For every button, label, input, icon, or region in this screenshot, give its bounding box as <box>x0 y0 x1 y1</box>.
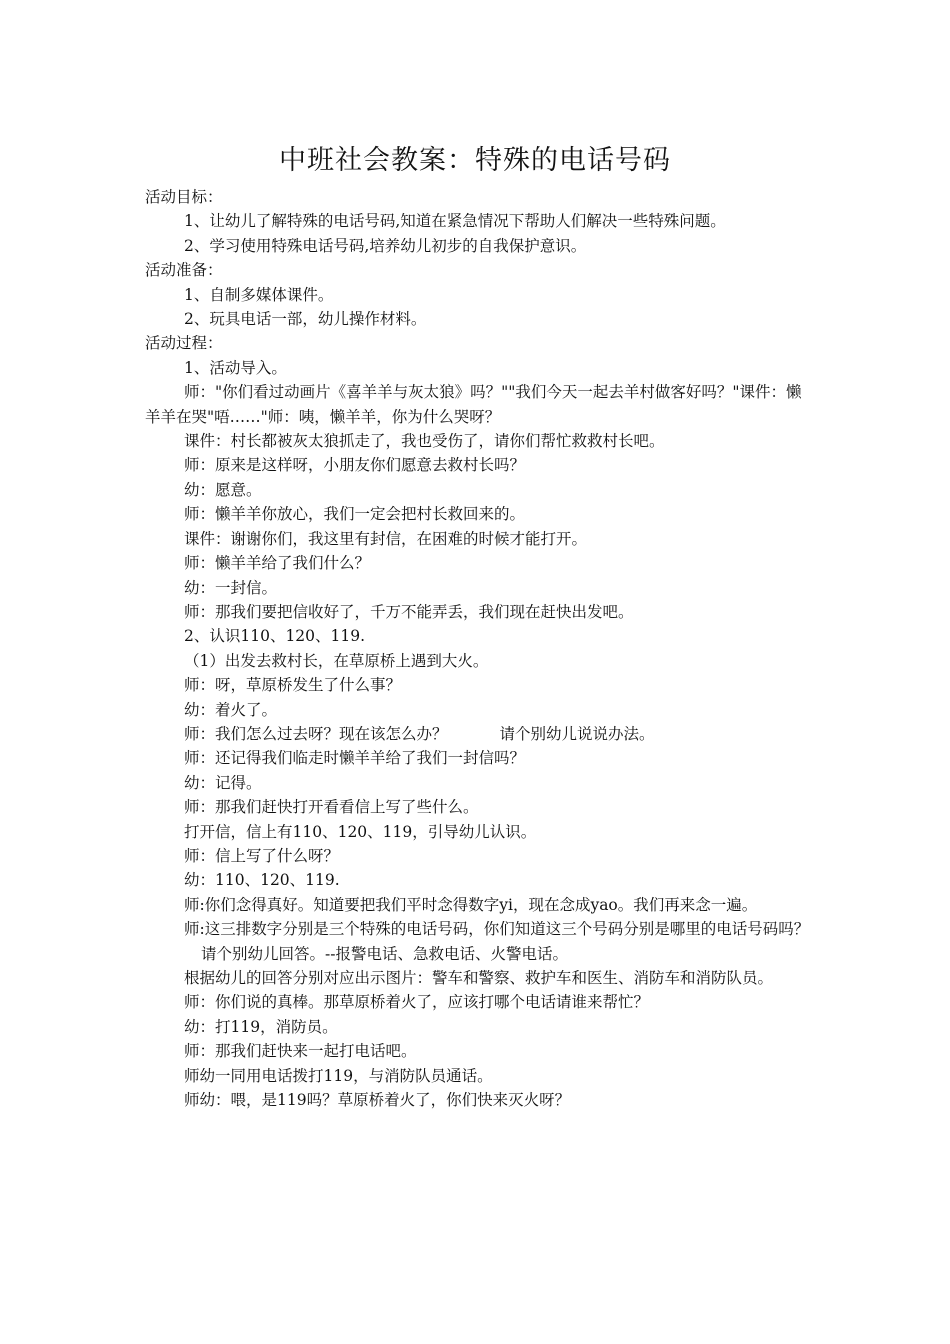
paragraph: 打开信，信上有110、120、119，引导幼儿认识。 <box>184 822 537 841</box>
paragraph: 师幼一同用电话拨打119，与消防队员通话。 <box>184 1066 493 1085</box>
paragraph: （1）出发去救村长，在草原桥上遇到大火。 <box>184 651 489 670</box>
paragraph: 幼：记得。 <box>184 773 262 792</box>
document-title: 中班社会教案：特殊的电话号码 <box>279 145 671 176</box>
document-body <box>145 185 810 1112</box>
paragraph: 师：原来是这样呀，小朋友你们愿意去救村长吗？ <box>184 456 526 475</box>
paragraph: 师幼：喂，是119吗？草原桥着火了，你们快来灭火呀？ <box>184 1091 571 1110</box>
paragraph: 师：懒羊羊给了我们什么？ <box>184 554 371 573</box>
paragraph-part: 师:这三排数字分别是三个特殊的电话号码，你们知道这三个号码分别是哪里的电话号码吗？ <box>184 920 810 939</box>
section-heading-process: 活动过程： <box>145 334 223 353</box>
paragraph: 师：呀，草原桥发生了什么事？ <box>184 676 402 695</box>
paragraph: 师："你们看过动画片《喜羊羊与灰太狼》吗？""我们今天一起去羊村做客好吗？"课件：懒羊羊在哭"唔……"师：咦，懒羊羊，你为什么哭呀？ <box>145 383 802 426</box>
paragraph: 师：还记得我们临走时懒羊羊给了我们一封信吗？ <box>184 749 526 768</box>
paragraph: 课件：谢谢你们，我这里有封信，在困难的时候才能打开。 <box>184 529 588 548</box>
paragraph: 师：信上写了什么呀？ <box>184 846 340 865</box>
paragraph: 师：那我们赶快打开看看信上写了些什么。 <box>184 798 479 817</box>
paragraph: 1、让幼儿了解特殊的电话号码,知道在紧急情况下帮助人们解决一些特殊问题。 <box>184 212 726 231</box>
paragraph: 幼：一封信。 <box>184 578 278 597</box>
paragraph: 师：那我们赶快来一起打电话吧。 <box>184 1042 417 1061</box>
paragraph: 幼：着火了。 <box>184 700 278 719</box>
paragraph: 幼：110、120、119. <box>184 871 340 890</box>
paragraph: 师：你们说的真棒。那草原桥着火了，应该打哪个电话请谁来帮忙？ <box>184 993 650 1012</box>
paragraph-part: 请个别幼儿回答。--报警电话、急救电话、火警电话。 <box>201 944 568 963</box>
paragraph: 师：那我们要把信收好了，千万不能弄丢，我们现在赶快出发吧。 <box>184 602 634 621</box>
paragraph: 根据幼儿的回答分别对应出示图片：警车和警察、救护车和医生、消防车和消防队员。 <box>184 969 774 987</box>
paragraph <box>145 722 810 746</box>
paragraph <box>145 917 810 966</box>
paragraph: 1、活动导入。 <box>184 358 287 377</box>
paragraph: 幼：愿意。 <box>184 480 262 499</box>
section-heading-objectives: 活动目标： <box>145 188 223 206</box>
paragraph: 师:你们念得真好。知道要把我们平时念得数字yi，现在念成yao。我们再来念一遍。 <box>184 895 758 914</box>
paragraph: 课件：村长都被灰太狼抓走了，我也受伤了，请你们帮忙救救村长吧。 <box>184 432 665 451</box>
paragraph: 1、自制多媒体课件。 <box>184 285 334 304</box>
paragraph-part: 请个别幼儿说说办法。 <box>499 724 655 743</box>
paragraph: 师：懒羊羊你放心，我们一定会把村长救回来的。 <box>184 505 526 524</box>
section-heading-preparation: 活动准备： <box>145 261 223 280</box>
paragraph: 2、玩具电话一部，幼儿操作材料。 <box>184 310 427 329</box>
paragraph: 2、认识110、120、119. <box>184 627 366 646</box>
paragraph: 2、学习使用特殊电话号码,培养幼儿初步的自我保护意识。 <box>184 236 587 255</box>
paragraph-part: 师：我们怎么过去呀？现在该怎么办？ <box>184 724 448 743</box>
paragraph: 幼：打119，消防员。 <box>184 1017 338 1036</box>
